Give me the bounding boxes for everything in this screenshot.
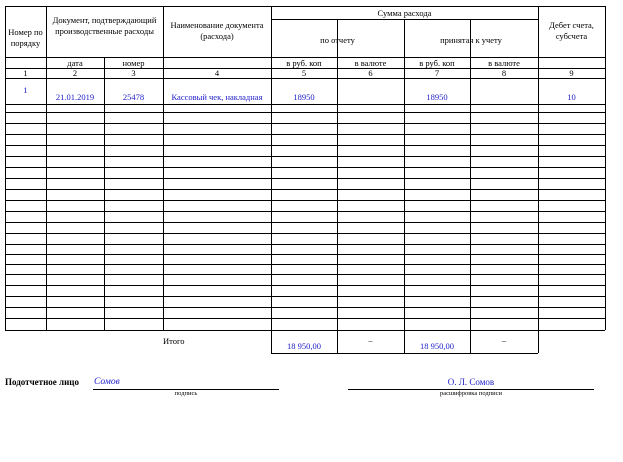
header-rub: в руб. коп <box>286 58 322 68</box>
row-doc-number: 25478 <box>122 92 145 102</box>
col-number-5: 5 <box>301 68 307 78</box>
col-number-4: 4 <box>214 68 220 78</box>
header-supporting-document: Документ, подтверждающий производственные расходы <box>52 15 157 36</box>
header-debit-account: Дебет счета, субсчета <box>549 20 594 41</box>
header-accepted: принятая к учету <box>440 35 502 45</box>
header-by-report: по отчету <box>320 35 355 45</box>
header-date: дата <box>67 58 83 68</box>
total-label: Итого <box>163 336 185 346</box>
row-number: 1 <box>23 85 28 95</box>
accountable-person-label: Подотчетное лицо <box>5 377 79 387</box>
total-rub: 18 950,00 <box>287 341 321 351</box>
col-number-7: 7 <box>434 68 440 78</box>
row-sum-rub: 18950 <box>293 92 315 102</box>
header-expense-sum: Сумма расхода <box>377 8 432 18</box>
total-accepted-currency: – <box>501 335 507 345</box>
decoded-name-caption: расшифровка подписи <box>439 390 503 397</box>
header-accepted-currency: в валюте <box>488 58 520 68</box>
signature-value: Сомов <box>94 377 120 387</box>
total-currency: – <box>368 335 373 345</box>
col-number-6: 6 <box>368 68 373 78</box>
header-number: номер <box>122 58 145 68</box>
row-accepted-rub: 18950 <box>426 92 448 102</box>
header-row-number: Номер по порядку <box>8 27 43 48</box>
row-date: 21.01.2019 <box>55 92 95 102</box>
row-doc-name: Кассовый чек, накладная <box>171 92 263 102</box>
total-accepted-rub: 18 950,00 <box>420 341 454 351</box>
col-number-9: 9 <box>569 68 574 78</box>
col-number-3: 3 <box>131 68 136 78</box>
signature-caption: подпись <box>174 390 198 397</box>
col-number-1: 1 <box>23 68 28 78</box>
col-number-2: 2 <box>72 68 78 78</box>
col-number-8: 8 <box>501 68 507 78</box>
header-document-name: Наименование документа (расхода) <box>170 20 264 41</box>
header-currency: в валюте <box>354 58 387 68</box>
header-accepted-rub: в руб. коп <box>419 58 455 68</box>
decoded-name: О. Л. Сомов <box>447 377 495 387</box>
row-debit: 10 <box>567 92 576 102</box>
